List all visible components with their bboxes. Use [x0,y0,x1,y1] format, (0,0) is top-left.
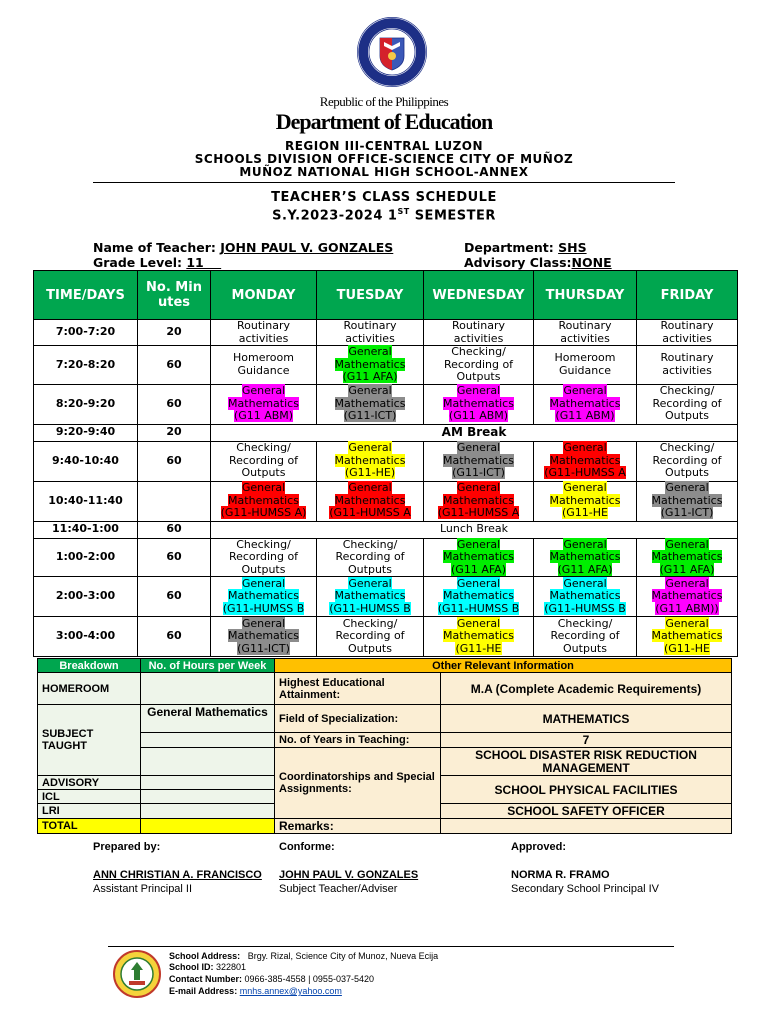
class-cell-tuesday [317,384,424,424]
teacher-name-line: Name of Teacher: JOHN PAUL V. GONZALES [93,240,394,255]
cell-line: Checking/ [342,616,398,630]
cell-line: Mathematics [443,453,514,467]
cell-line: Routinary [660,319,714,332]
cell-line: Guidance [237,363,290,377]
coordinatorships-label: Coordinatorships and Special Assignments: [275,748,441,819]
class-cell-wednesday [424,538,534,577]
approved-name: NORMA R. FRAMO [511,869,610,881]
cell-line: activities [662,331,712,345]
cell-line: (G11 ABM) [233,409,294,423]
class-cell-friday [637,481,738,521]
lri-label: LRI [38,804,141,819]
specialization-value: MATHEMATICS [441,705,732,733]
class-cell-wednesday [424,441,534,481]
hea-label: Highest Educational Attainment: [275,673,441,705]
cell-line: General [665,481,709,495]
schedule-row [34,617,738,657]
time-slot: 2:00-3:00 [34,577,138,617]
cell-line: General [563,537,607,551]
cell-line: Mathematics [228,396,299,410]
lunch-break: Lunch Break [211,521,738,538]
cell-line: General [456,537,501,551]
cell-line: Mathematics [443,550,514,563]
am-break: AM Break [211,424,738,441]
cell-line: Mathematics [334,453,406,467]
cell-line: Guidance [558,363,612,377]
email-address: E-mail Address: mnhs.annex@yahoo.com [169,986,342,996]
cell-line: General [348,481,392,495]
cell-line: (G11-HUMSS A [329,506,411,520]
cell-line: Mathematics [443,589,514,603]
time-slot: 8:20-9:20 [34,384,138,424]
cell-line: Recording of [228,453,299,467]
years-value: 7 [441,733,732,748]
prepared-title: Assistant Principal II [93,883,193,895]
header-monday: MONDAY [211,271,317,320]
cell-line: General [563,481,607,495]
cell-line: (G11 AFA) [342,370,398,383]
cell-line: Recording of [335,550,405,563]
class-cell-wednesday [424,346,534,385]
cell-line: General [241,576,286,590]
cell-line: Outputs [348,562,392,576]
class-cell-friday [637,538,738,577]
cell-line: Outputs [241,562,286,576]
cell-line: Recording of [652,396,722,410]
coordinatorship-2: SCHOOL PHYSICAL FACILITIES [441,776,732,804]
cell-line: Mathematics [651,550,723,563]
minutes: 60 [138,441,211,481]
cell-line: Recording of [652,453,722,467]
cell-line: activities [345,331,395,345]
minutes: 60 [138,617,211,657]
cell-line: Checking/ [236,537,291,551]
class-cell-friday [637,384,738,424]
cell-line: General [348,576,392,590]
schedule-row [34,521,738,538]
cell-line: Outputs [241,466,286,480]
class-cell-wednesday [424,577,534,617]
cell-line: (G11 AFA) [557,562,613,576]
cell-line: Mathematics [334,493,406,507]
advisory-line: Advisory Class:NONE [464,255,612,270]
minutes: 60 [138,521,211,538]
cell-line: Routinary [343,319,397,332]
cell-line: activities [662,363,712,377]
cell-line: General [456,441,501,455]
cell-line: General [241,616,286,630]
cell-line: (G11-HUMSS B [544,601,626,615]
department-value: SHS [558,240,587,255]
schedule-row [34,320,738,346]
cell-line: Outputs [563,641,607,655]
cell-line: (G11-HUMSS B [329,601,411,615]
cell-line: activities [238,331,289,345]
class-cell-wednesday [424,320,534,346]
class-cell-thursday [534,346,637,385]
class-cell-monday [211,538,317,577]
remarks-label: Remarks: [275,819,441,834]
class-cell-friday [637,577,738,617]
advisory-label: ADVISORY [38,776,141,790]
time-slot: 3:00-4:00 [34,617,138,657]
cell-line: Mathematics [443,493,514,507]
cell-line: Mathematics [228,589,299,603]
class-cell-wednesday [424,481,534,521]
cell-line: Outputs [665,409,709,423]
class-cell-friday [637,346,738,385]
class-cell-friday [637,617,738,657]
cell-line: Routinary [237,319,290,332]
remarks-value [441,819,732,834]
class-cell-monday [211,617,317,657]
minutes: 20 [138,424,211,441]
cell-line: General [665,537,709,551]
cell-line: activities [453,331,504,345]
class-cell-thursday [534,617,637,657]
cell-line: Mathematics [651,493,723,507]
contact-number: Contact Number: 0966-385-4558 | 0955-037-5420 [169,974,374,984]
time-slot: 7:00-7:20 [34,320,138,346]
class-cell-wednesday [424,384,534,424]
conforme-name: JOHN PAUL V. GONZALES [279,869,419,881]
class-cell-tuesday [317,320,424,346]
minutes [138,481,211,521]
header-tuesday: TUESDAY [317,271,424,320]
cell-line: activities [560,331,610,345]
minutes: 60 [138,577,211,617]
class-cell-monday [211,577,317,617]
cell-line: General [456,481,501,495]
cell-line: General [456,576,501,590]
school-id: School ID: 322801 [169,962,247,972]
class-cell-tuesday [317,577,424,617]
cell-line: General [456,616,501,630]
time-slot: 9:40-10:40 [34,441,138,481]
class-cell-monday [211,320,317,346]
schedule-row [34,441,738,481]
cell-line: (G11-ICT) [452,466,505,480]
cell-line: Recording of [228,550,299,563]
cell-line: Mathematics [549,453,621,467]
cell-line: General [665,616,709,630]
coordinatorship-1: SCHOOL DISASTER RISK REDUCTION MANAGEMENT [441,748,732,776]
cell-line: (G11-HE) [344,466,396,480]
cell-line: Outputs [348,641,392,655]
cell-line: Checking/ [342,537,398,551]
prepared-name: ANN CHRISTIAN A. FRANCISCO [93,869,262,881]
homeroom-hours [141,673,275,705]
hea-value: M.A (Complete Academic Requirements) [441,673,732,705]
cell-line: (G11-HE [455,641,502,655]
cell-line: Mathematics [651,589,723,603]
cell-line: (G11-HE [663,641,710,655]
class-cell-thursday [534,481,637,521]
cell-line: Mathematics [334,357,406,371]
advisory-value: NONE [571,255,612,270]
homeroom-label: HOMEROOM [38,673,141,705]
class-cell-tuesday [317,346,424,385]
school-line: MUÑOZ NATIONAL HIGH SCHOOL-ANNEX [239,165,529,179]
class-cell-monday [211,441,317,481]
cell-line: General [348,441,392,455]
cell-line: (G11 AFA) [451,562,506,576]
cell-line: General [348,345,392,358]
cell-line: (G11-HUMSS A) [220,506,307,520]
total-hours [141,819,275,834]
header-rule [93,182,675,183]
schedule-row [34,346,738,385]
cell-line: Homeroom [554,351,616,365]
class-cell-tuesday [317,538,424,577]
breakdown-header: Breakdown [38,659,141,673]
minutes: 20 [138,320,211,346]
cell-line: (G11 ABM) [448,409,509,423]
cell-line: Mathematics [549,589,621,603]
time-slot: 1:00-2:00 [34,538,138,577]
cell-line: Mathematics [549,550,621,563]
class-cell-tuesday [317,441,424,481]
other-info-header: Other Relevant Information [275,659,732,673]
cell-line: Mathematics [651,629,723,643]
icl-label: ICL [38,790,141,804]
cell-line: Mathematics [334,589,406,603]
email-link[interactable]: mnhs.annex@yahoo.com [239,986,342,996]
cell-line: Mathematics [228,493,299,507]
schedule-row [34,384,738,424]
conforme-label: Conforme: [279,841,335,853]
cell-line: (G11-ICT) [237,641,290,655]
cell-line: Recording of [335,629,405,643]
class-cell-wednesday [424,617,534,657]
cell-line: General [665,576,709,590]
minutes: 60 [138,384,211,424]
class-cell-tuesday [317,481,424,521]
time-slot: 11:40-1:00 [34,521,138,538]
region-line: REGION III-CENTRAL LUZON [284,139,484,153]
class-schedule-table [33,270,738,657]
class-cell-monday [211,346,317,385]
cell-line: (G11-ICT) [343,409,397,423]
conforme-title: Subject Teacher/Adviser [279,883,398,895]
department-line: Department: SHS [464,240,587,255]
approved-label: Approved: [511,841,566,853]
footer-rule [108,946,674,947]
schedule-row [34,538,738,577]
minutes: 60 [138,538,211,577]
subject-taught-label: SUBJECT TAUGHT [38,705,141,776]
cell-line: Checking/ [659,441,715,455]
school-address: School Address: Brgy. Rizal, Science City of Munoz, Nueva Ecija [169,951,439,961]
breakdown-table [37,658,732,834]
schedule-header-row [34,271,738,320]
grade-level: 11 [186,255,222,270]
cell-line: (G11-HUMSS B [222,601,305,615]
cell-line: (G11-HE [561,506,608,520]
class-cell-monday [211,384,317,424]
cell-line: Mathematics [443,396,514,410]
header-wednesday: WEDNESDAY [424,271,534,320]
time-slot: 7:20-8:20 [34,346,138,385]
cell-line: Recording of [443,357,514,371]
cell-line: General [563,576,607,590]
class-cell-monday [211,481,317,521]
division-line: SCHOOLS DIVISION OFFICE-SCIENCE CITY OF MUÑOZ [194,152,574,166]
coordinatorship-3: SCHOOL SAFETY OFFICER [441,804,732,819]
cell-line: General [241,481,286,495]
cell-line: General [563,384,607,398]
cell-line: Checking/ [236,441,291,455]
republic-line: Republic of the Philippines [319,94,449,109]
class-cell-thursday [534,441,637,481]
cell-line: General [348,384,392,398]
deped-seal-logo [356,16,428,88]
cell-line: (G11-HUMSS B [437,601,520,615]
cell-line: General [456,384,501,398]
cell-line: Checking/ [659,384,715,398]
years-label: No. of Years in Teaching: [275,733,441,748]
school-year: S.Y.2023-2024 1ST SEMESTER [272,207,496,224]
approved-title: Secondary School Principal IV [511,883,659,895]
cell-line: Mathematics [228,629,299,643]
cell-line: (G11-ICT) [660,506,714,520]
class-cell-friday [637,320,738,346]
class-cell-tuesday [317,617,424,657]
cell-line: (G11-HUMSS A [437,506,520,520]
subject-taught-value: General Mathematics [141,705,275,733]
minutes: 60 [138,346,211,385]
cell-line: Mathematics [549,396,621,410]
cell-line: Mathematics [549,493,621,507]
time-slot: 10:40-11:40 [34,481,138,521]
header-minutes: No. Minutes [138,271,211,320]
class-cell-thursday [534,538,637,577]
cell-line: Routinary [452,319,505,332]
department-name: Department of Education [275,109,493,134]
header-friday: FRIDAY [637,271,738,320]
time-slot: 9:20-9:40 [34,424,138,441]
cell-line: Homeroom [233,351,294,365]
grade-level-line: Grade Level: 11 [93,255,222,270]
header-thursday: THURSDAY [534,271,637,320]
cell-line: Outputs [665,466,709,480]
class-cell-thursday [534,384,637,424]
cell-line: Checking/ [451,345,506,358]
schedule-title: TEACHER’S CLASS SCHEDULE [271,190,497,205]
cell-line: Checking/ [557,616,613,630]
school-logo-icon [113,950,161,998]
cell-line: Outputs [456,370,501,383]
cell-line: (G11 ABM)) [655,601,719,615]
specialization-label: Field of Specialization: [275,705,441,733]
cell-line: Routinary [660,351,714,365]
cell-line: Mathematics [334,396,406,410]
cell-line: Routinary [558,319,612,332]
class-cell-thursday [534,320,637,346]
cell-line: General [563,441,607,455]
cell-line: Mathematics [443,629,514,643]
schedule-row [34,481,738,521]
hours-header: No. of Hours per Week [141,659,275,673]
cell-line: (G11 ABM) [555,409,615,423]
cell-line: (G11 AFA) [659,562,715,576]
total-label: TOTAL [38,819,141,834]
cell-line: General [241,384,286,398]
schedule-row [34,424,738,441]
cell-line: (G11-HUMSS A [544,466,626,480]
class-cell-thursday [534,577,637,617]
cell-line: Recording of [550,629,620,643]
prepared-by-label: Prepared by: [93,841,161,853]
schedule-row [34,577,738,617]
header-time-days: TIME/DAYS [34,271,138,320]
teacher-name: JOHN PAUL V. GONZALES [220,240,394,255]
class-cell-friday [637,441,738,481]
